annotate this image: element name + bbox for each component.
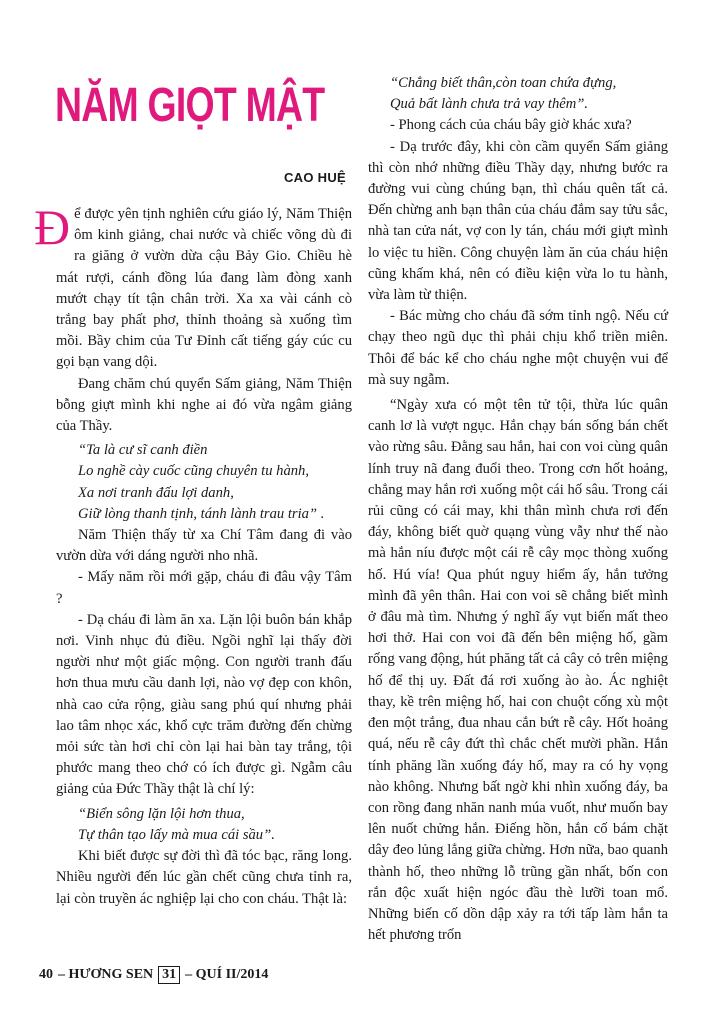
dialogue-paragraph: - Phong cách của cháu bây giờ khác xưa? [390,117,632,134]
issue-period: – QUÍ II/2014 [185,967,269,982]
opening-paragraph [34,199,352,374]
verse-line: Lo nghề cày cuốc cũng chuyên tu hành, [78,463,309,480]
article-author: CAO HUỆ [283,170,346,185]
dialogue-paragraph: - Dạ trước đây, khi còn cầm quyển Sấm giảng thì còn nhớ những điều Thầy dạy, nhưng bước ra đường vui cùng chúng bạn, thì cháu quên tất cả. Đến chừng anh bạn thân của cháu đắm say tửu sắc, nhà tan cửa nát, vợ con ly tán, cháu mới giựt mình lo việc tu hiền. Công chuyện làm ăn của cháu hiện cũng khấm khá, nên có điều kiện vừa lo tu hành, vừa làm từ thiện. [368,138,668,304]
issue-number: 31 [158,966,180,984]
page-footer [39,966,268,984]
dialogue-paragraph: - Dạ cháu đi làm ăn xa. Lặn lội buôn bán khắp nơi. Vinh nhục đủ điều. Ngồi nghĩ lại thấy đời người như một giấc mộng. Con người tranh đấu hơn thua mưu cầu danh lợi, nào vợ đẹp con khôn, nhà cao cửa rộng, giàu sang phú quí nhưng phải lao tâm nhọc xác, khổ cực trăm đường đến chừng mỏi sức tàn hơi chỉ còn lại hai bàn tay trắng, tội phước mang theo chớ có ích được gì. Ngẫm câu giảng của Đức Thầy thật là chí lý: [56,611,352,798]
paragraph: Năm Thiện thấy từ xa Chí Tâm đang đi vào vườn dừa với dáng người nho nhã. [56,527,352,565]
verse-line: Xa nơi tranh đấu lợi danh, [78,484,234,501]
left-column [34,199,352,910]
drop-cap: Đ [34,199,71,255]
article-title: NĂM GIỌT MẬT [55,79,325,132]
verse-line: Giữ lòng thanh tịnh, tánh lành trau tria” . [78,505,325,522]
paragraph-text: ể được yên tịnh nghiên cứu giáo lý, Năm Thiện ôm kinh giảng, chai nước và chiếc võng dù đi ra giăng ở vườn dừa cậu Bảy Gio. Chiều hè mát rượi, cánh đồng lúa đang làm đòng xanh mướt chạy tít tận chân trời. Xa xa vài cánh cò trắng bay phất phơ, thỉnh thoảng sà xuống tìm mồi. Bầy chim của Tư Đỉnh cất tiếng gáy cúc cu gọi bạn vang dội. [56,206,352,371]
page-number: 40 [39,967,53,982]
right-column [368,73,668,946]
verse-line: “Chẳng biết thân,còn toan chứa đựng, [390,75,617,91]
paragraph: Đang chăm chú quyển Sấm giảng, Năm Thiện bỗng giựt mình khi nghe ai đó vừa ngâm giảng của Thầy. [56,375,352,435]
verse-line: Quả bất lành chưa trả vay thêm”. [390,96,589,113]
verse-line: Tự thân tạo lấy mà mua cái sầu”. [78,826,275,843]
verse-line: “Biển sông lặn lội hơn thua, [78,805,245,822]
paragraph: Khi biết được sự đời thì đã tóc bạc, răng long. Nhiều người đến lúc gần chết cũng chưa tỉnh ra, lại còn truyền ác nghiệp lại cho con cháu. Thật là: [56,848,352,907]
story-paragraph: “Ngày xưa có một tên tử tội, thừa lúc quân canh lơ là vượt ngục. Hắn chạy bán sống bán chết vào rừng sâu. Đằng sau hắn, hai con voi cùng quân lính truy nã đang đuổi theo. Trong cơn hốt hoảng, chẳng may hắn rơi xuống một cái hố sâu. Trong cái rủi cũng có cái may, khi thân mình chưa rơi đến đáy, không biết quờ quạng vùng vẫy như thế nào mà hắn níu được một cái rễ cây mọc thòng xuống hố. Hú vía! Qua phút nguy hiểm ấy, hắn tưởng mình đã yên thân. Hai con voi sẽ chẳng biết mình ở đâu mà tìm. Nhưng ý nghĩ ấy vụt biến mất theo hơi thở. Hai con voi đã đến bên miệng hố, gầm rống vang động, hút phăng tất cả cây cỏ trên miệng hố để thị uy. Đất đá rơi xuống ào ào. Ác nghiệt thay, kề trên miệng hố, hai con chuột cống xù một đen một trắng, đua nhau cắn bứt rễ cây. Hốt hoảng quá, nếu rễ cây đứt thì chắc chết mười phần. Hắn tính phăng lần xuống đáy hố, may ra có hy vọng nào không. Nhưng bất ngờ khi nhìn xuống đáy, ba con rồng đang nhăn nanh múa vuốt, như muốn bay lên nuốt chửng hắn. Điếng hồn, hắn cố bám chặt dây đeo lủng lẳng giữa chừng. Hơn nữa, bao quanh thành hố, theo những lỗ trũng gần nhất, bốn con rắn độc xuất hiện ngóc đầu thè lưỡi toan mổ. Những biến cố dồn dập xảy ra tới tấp làm hắn ta hết phương trốn [368,397,668,944]
verse-line: “Ta là cư sĩ canh điền [78,442,208,459]
dialogue-paragraph: - Bác mừng cho cháu đã sớm tỉnh ngộ. Nếu cứ chạy theo ngũ dục thì phải chịu khổ triền miên. Thôi để bác kể cho cháu nghe một chuyện vui để mà suy ngẫm. [368,308,668,388]
magazine-name: – HƯƠNG SEN [58,967,154,982]
dialogue-paragraph: - Mấy năm rồi mới gặp, cháu đi đâu vậy Tâm ? [56,569,352,607]
